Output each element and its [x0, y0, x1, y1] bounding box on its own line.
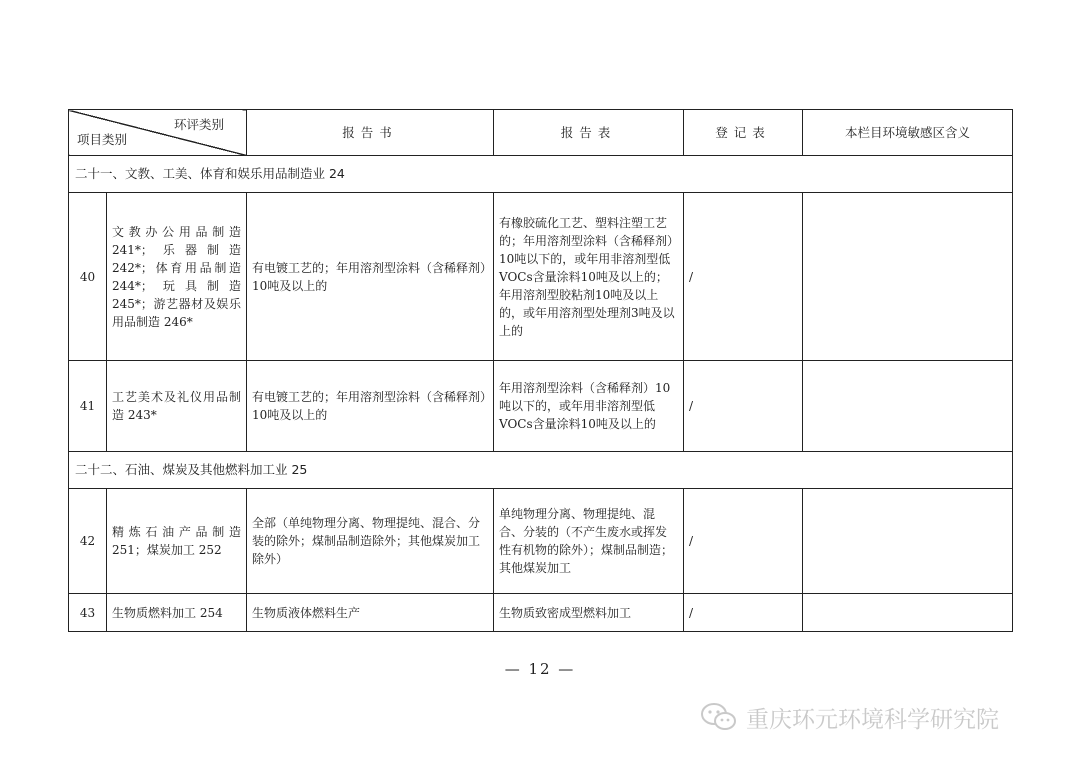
sensitive-area-cell [803, 361, 1013, 452]
report-book-cell: 生物质液体燃料生产 [247, 594, 494, 632]
section-title: 二十二、石油、煤炭及其他燃料加工业 25 [69, 452, 1013, 489]
sensitive-area-cell [803, 594, 1013, 632]
col-sensitive-area: 本栏目环境敏感区含义 [803, 110, 1013, 156]
row-number: 43 [69, 594, 107, 632]
report-book-cell: 有电镀工艺的；年用溶剂型涂料（含稀释剂）10吨及以上的 [247, 193, 494, 361]
report-book-cell: 有电镀工艺的；年用溶剂型涂料（含稀释剂）10吨及以上的 [247, 361, 494, 452]
project-category-label: 项目类别 [77, 132, 128, 147]
project-name: 工艺美术及礼仪用品制造 243* [107, 361, 247, 452]
register-cell: / [684, 193, 803, 361]
page-number: — 12 — [504, 660, 576, 678]
col-register: 登记表 [684, 110, 803, 156]
diagonal-header-cell [69, 110, 247, 156]
table-row [69, 193, 1013, 361]
table-row [69, 594, 1013, 632]
eia-category-label: 环评类别 [173, 117, 224, 132]
register-cell: / [684, 594, 803, 632]
project-name: 生物质燃料加工 254 [107, 594, 247, 632]
section-title: 二十一、文教、工美、体育和娱乐用品制造业 24 [69, 156, 1013, 193]
sensitive-area-cell [803, 489, 1013, 594]
register-cell: / [684, 361, 803, 452]
table-row [69, 361, 1013, 452]
eia-classification-table [68, 109, 1013, 632]
row-number: 42 [69, 489, 107, 594]
table-header-row [69, 110, 1013, 156]
wechat-icon [700, 702, 738, 732]
row-number: 41 [69, 361, 107, 452]
watermark [700, 700, 999, 734]
report-form-cell: 年用溶剂型涂料（含稀释剂）10吨以下的，或年用非溶剂型低VOCs含量涂料10吨及以上的 [494, 361, 684, 452]
report-form-cell: 有橡胶硫化工艺、塑料注塑工艺的；年用溶剂型涂料（含稀释剂）10吨以下的，或年用非溶剂型低VOCs含量涂料10吨及以上的；年用溶剂型胶粘剂10吨及以上的，或年用溶剂型处理剂3吨及以上的 [494, 193, 684, 361]
section-row-21 [69, 156, 1013, 193]
project-name: 精炼石油产品制造251；煤炭加工 252 [107, 489, 247, 594]
register-cell: / [684, 489, 803, 594]
col-report-book: 报告书 [247, 110, 494, 156]
report-book-cell: 全部（单纯物理分离、物理提纯、混合、分装的除外；煤制品制造除外；其他煤炭加工除外） [247, 489, 494, 594]
report-form-cell: 单纯物理分离、物理提纯、混合、分装的（不产生废水或挥发性有机物的除外）；煤制品制造；其他煤炭加工 [494, 489, 684, 594]
row-number: 40 [69, 193, 107, 361]
table-row [69, 489, 1013, 594]
report-form-cell: 生物质致密成型燃料加工 [494, 594, 684, 632]
sensitive-area-cell [803, 193, 1013, 361]
section-row-22 [69, 452, 1013, 489]
project-name: 文教办公用品制造241*；乐器制造242*；体育用品制造244*；玩具制造245*；游艺器材及娱乐用品制造 246* [107, 193, 247, 361]
watermark-text: 重庆环元环境科学研究院 [746, 706, 999, 733]
col-report-form: 报告表 [494, 110, 684, 156]
